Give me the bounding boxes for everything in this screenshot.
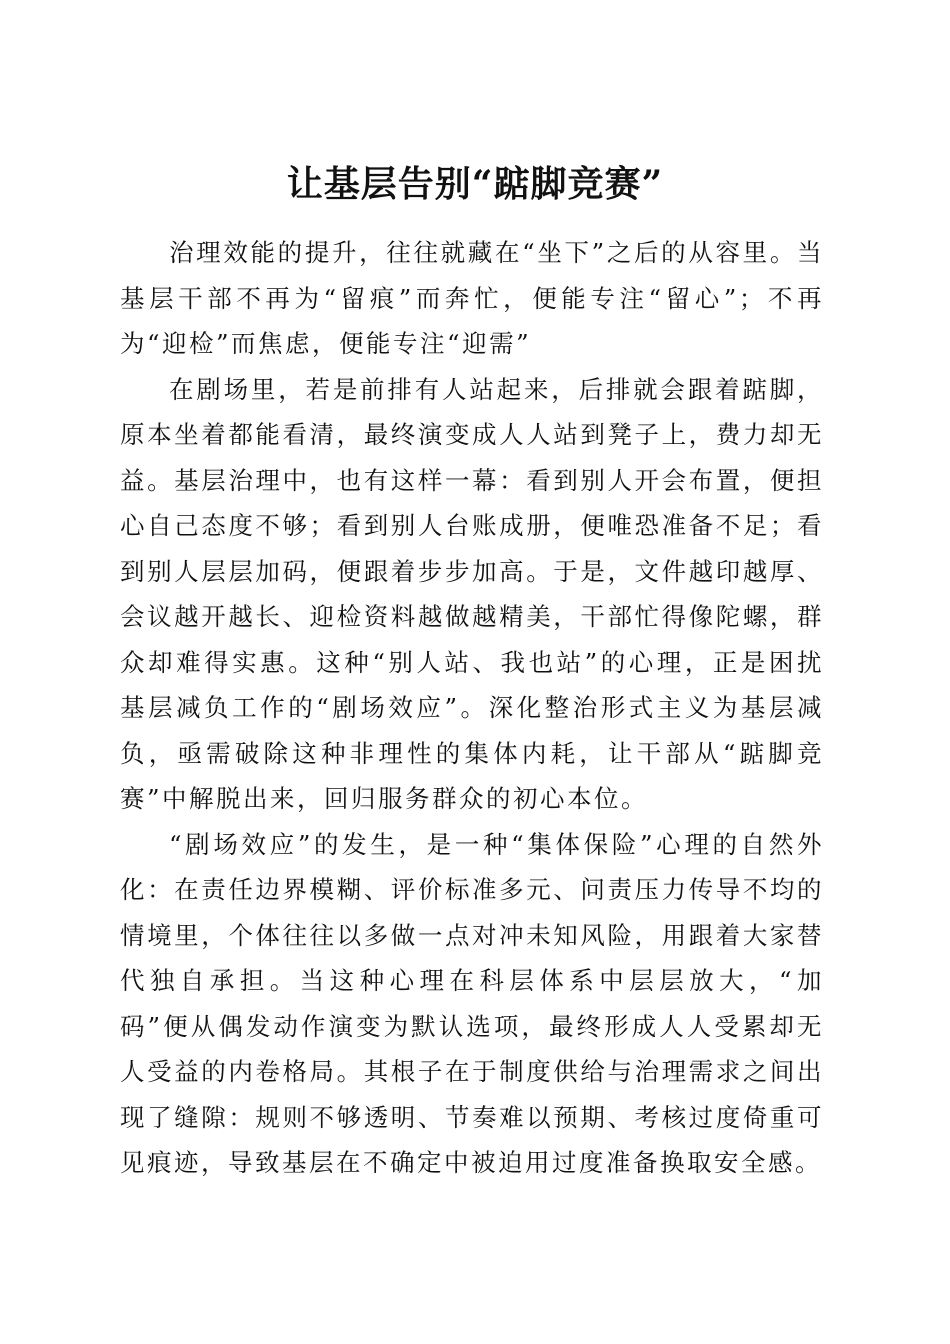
paragraph-1: 治理效能的提升，往往就藏在“坐下”之后的从容里。当基层干部不再为“留痕”而奔忙，便能专注“留心”；不再为“迎检”而焦虑，便能专注“迎需” (120, 238, 824, 358)
document-body (120, 230, 824, 1186)
paragraph-3: “剧场效应”的发生，是一种“集体保险”心理的自然外化：在责任边界模糊、评价标准多元、问责压力传导不均的情境里，个体往往以多做一点对冲未知风险，用跟着大家替代独自承担。当这种心理在科层体系中层层放大，“加码”便从偶发动作演变为默认选项，最终形成人人受累却无人受益的内卷格局。其根子在于制度供给与治理需求之间出现了缝隙：规则不够透明、节奏难以预期、考核过度倚重可见痕迹，导致基层在不确定中被迫用过度准备换取安全感。 (120, 829, 824, 1177)
document-title: 让基层告别“踮脚竞赛” (286, 163, 664, 206)
paragraph-2: 在剧场里，若是前排有人站起来，后排就会跟着踮脚，原本坐着都能看清，最终演变成人人站到凳子上，费力却无益。基层治理中，也有这样一幕：看到别人开会布置，便担心自己态度不够；看到别人台账成册，便唯恐准备不足；看到别人层层加码，便跟着步步加高。于是，文件越印越厚、会议越开越长、迎检资料越做越精美，干部忙得像陀螺，群众却难得实惠。这种“别人站、我也站”的心理，正是困扰基层减负工作的“剧场效应”。深化整治形式主义为基层减负，亟需破除这种非理性的集体内耗，让干部从“踮脚竞赛”中解脱出来，回归服务群众的初心本位。 (120, 374, 824, 813)
